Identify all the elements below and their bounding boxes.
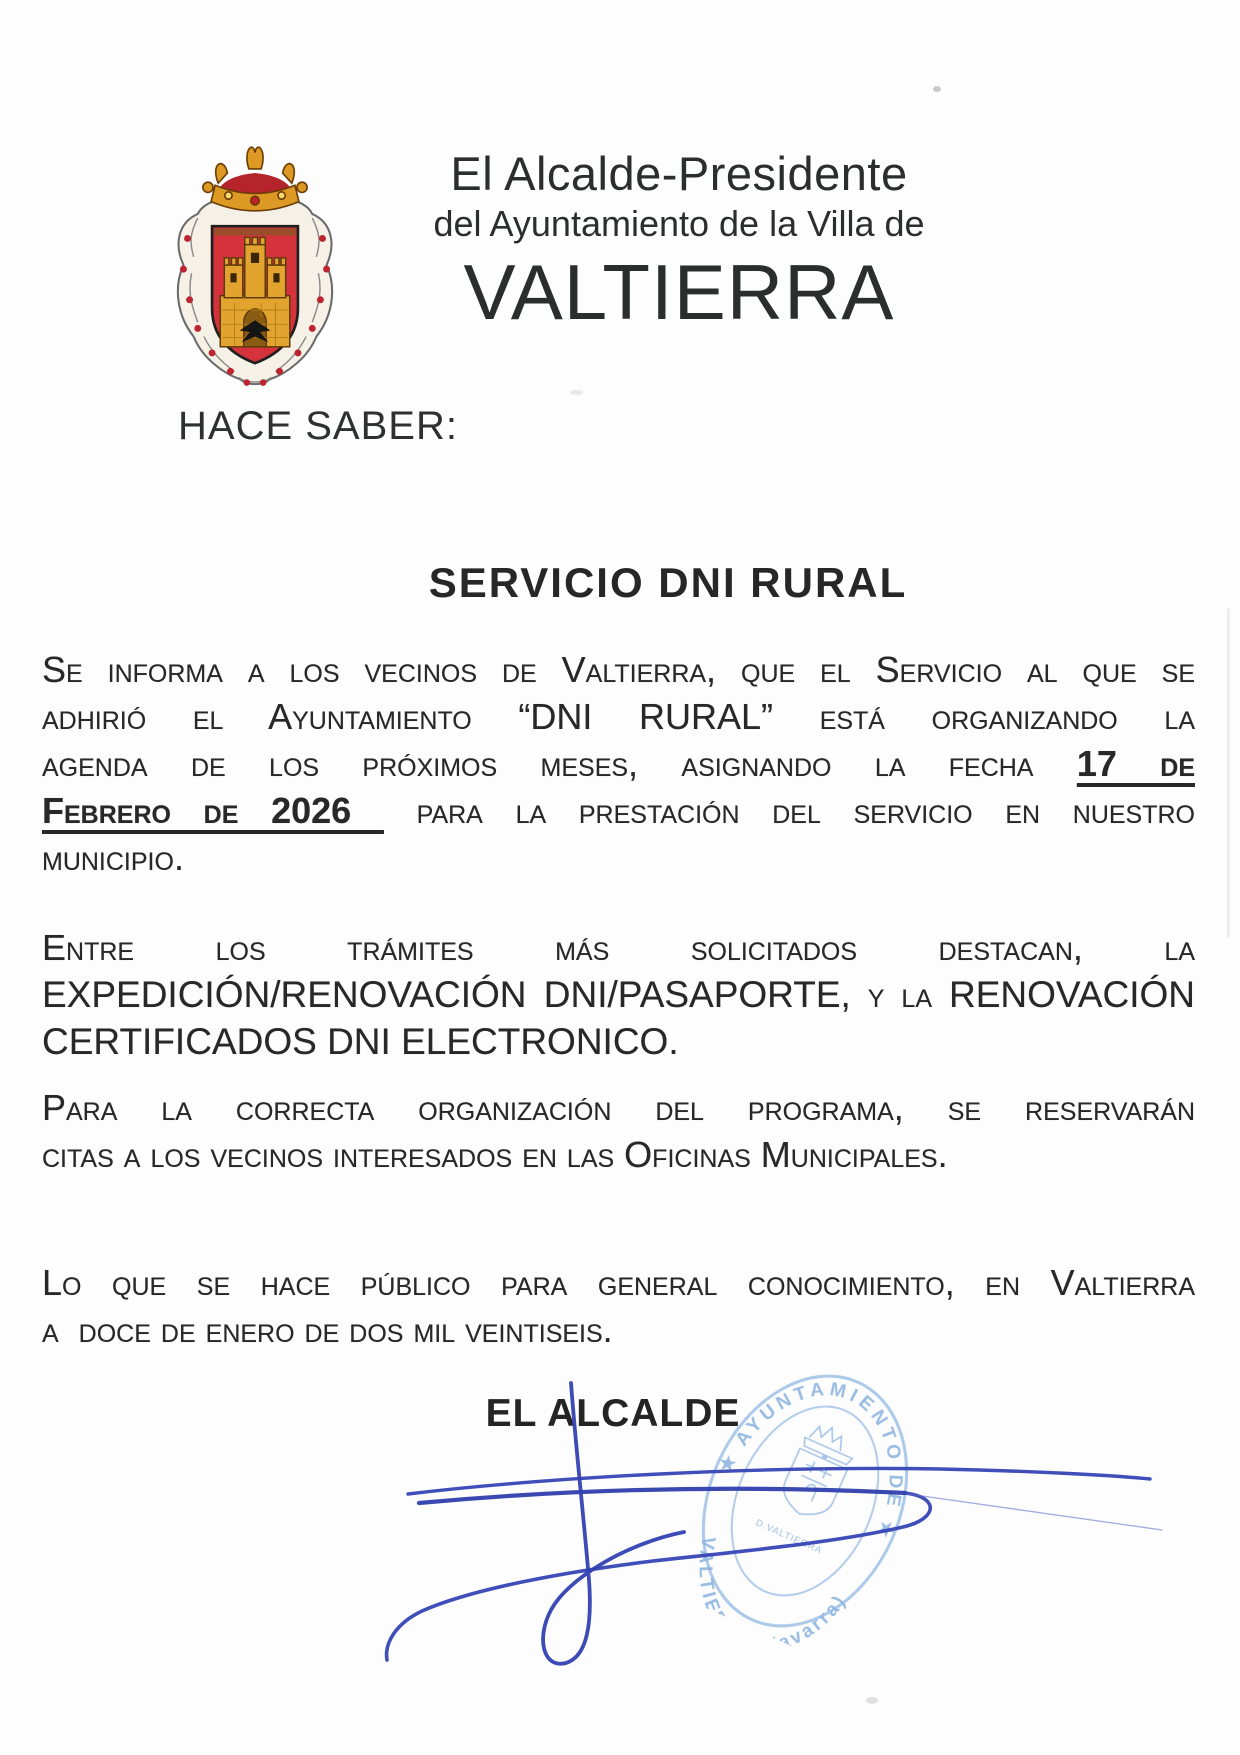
body-text-segment: Entre los trámites más solicitados destacan, la: [42, 927, 1195, 968]
body-text-segment: RENOVACIÓN: [948, 974, 1195, 1015]
text-line: [42, 924, 1195, 971]
letterhead-subtitle: del Ayuntamiento de la Villa de: [433, 203, 925, 244]
highlighted-date-text: 17 de: [1076, 743, 1195, 784]
notice-title: SERVICIO DNI RURAL: [428, 559, 908, 606]
highlighted-date-text: Febrero de 2026: [42, 790, 384, 831]
stamp-center-small-text: D.VALTIERRA: [753, 1517, 825, 1557]
text-line: [42, 971, 1195, 1018]
body-text-segment: Para la correcta organización del programa, se reservarán: [42, 1087, 1195, 1128]
body-text-segment: para la prestación del servicio en nuestro: [383, 790, 1196, 831]
scan-streak: [1227, 608, 1230, 938]
text-line: [42, 740, 1195, 787]
body-text-segment: agenda de los próximos meses, asignando la fecha: [42, 743, 1077, 784]
letterhead-office-title: El Alcalde-Presidente: [450, 147, 908, 200]
text-line: [42, 1259, 1195, 1306]
signature-hairline-stroke: [908, 1494, 1162, 1530]
scan-smudge: [570, 390, 583, 395]
body-text-segment: EXPEDICIÓN/RENOVACIÓN DNI/PASAPORTE,: [42, 974, 851, 1015]
text-line: [42, 1131, 1195, 1178]
text-line: [42, 646, 1195, 693]
body-text-segment: y la: [850, 974, 949, 1015]
body-text-segment: adhirió el Ayuntamiento “DNI RURAL” está organizando la: [42, 696, 1195, 737]
royal-crown: [203, 147, 307, 211]
paragraph: [42, 646, 1195, 881]
proclamation-label: HACE SABER:: [178, 404, 458, 448]
body-text-segment: citas a los vecinos interesados en las Oficinas Municipales.: [42, 1134, 948, 1175]
signature-stroke: [543, 1383, 684, 1664]
text-line: [42, 834, 1195, 881]
paragraph: [42, 1259, 1195, 1353]
letterhead: [398, 146, 960, 336]
paragraph: [42, 924, 1195, 1065]
signature-stroke: [387, 1493, 931, 1660]
scan-speck: [933, 86, 941, 92]
signature-stroke: [419, 1489, 905, 1503]
stamp-bottom-text: VALTIERRA (Navarra): [694, 1534, 852, 1657]
text-line: [42, 787, 1195, 834]
paragraph: [42, 1084, 1195, 1178]
body-text-segment: CERTIFICADOS DNI ELECTRONICO.: [42, 1021, 679, 1062]
text-line: [42, 693, 1195, 740]
valtierra-coat-of-arms: [163, 136, 347, 392]
body-text-segment: Lo que se hace público para general conocimiento, en Valtierra: [42, 1262, 1195, 1303]
body-text-segment: a doce de enero de dos mil veintiseis.: [42, 1309, 613, 1350]
text-line: [42, 1018, 1195, 1065]
handwritten-signature: [370, 1360, 1180, 1750]
text-line: [42, 1084, 1195, 1131]
text-line: [42, 1306, 1195, 1353]
letterhead-town-name: VALTIERRA: [463, 248, 895, 336]
stamp-top-text: ★ AYUNTAMIENTO DE ★: [714, 1378, 906, 1545]
body-text-segment: municipio.: [42, 837, 184, 878]
body-text-segment: Se informa a los vecinos de Valtierra, que el Servicio al que se: [42, 649, 1195, 690]
signer-title: EL ALCALDE: [485, 1392, 741, 1435]
scan-speck: [866, 1697, 878, 1704]
